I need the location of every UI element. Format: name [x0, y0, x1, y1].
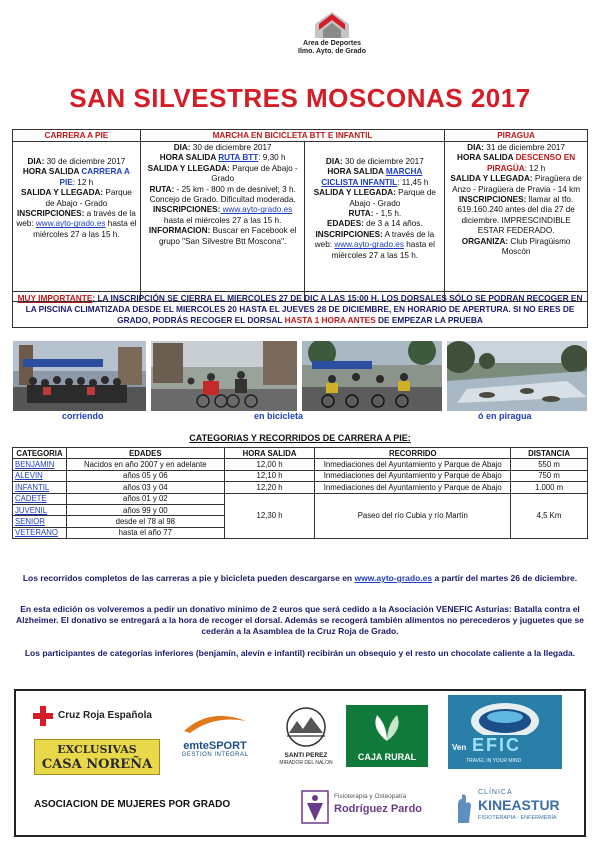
- categories-title: CATEGORIAS Y RECORRIDOS DE CARRERA A PIE:: [189, 433, 411, 443]
- sponsor-kineastur: CLÍNICA KINEASTUR FISIOTERAPIA · ENFERMERÍA: [452, 787, 572, 829]
- cat-recorrido: Inmediaciones del Ayuntamiento y Parque de Abajo: [315, 459, 511, 470]
- sponsor-asociacion-mujeres: ASOCIACION DE MUJERES POR GRADO: [34, 799, 231, 810]
- col-hora: HORA SALIDA: [224, 448, 315, 459]
- cat-recorrido-merged: Paseo del río Cubia y río Martín: [315, 493, 511, 539]
- col-categoria: CATEGORIA: [13, 448, 67, 459]
- col-recorrido: RECORRIDO: [315, 448, 511, 459]
- gift-text: Los participantes de categorías inferiores (benjamín, alevín e infantil) recibirán un obsequio y el resto un chocolate caliente a la llegada.: [24, 648, 576, 658]
- cat-distancia: 750 m: [511, 470, 588, 481]
- cat-name: JUVENIL: [13, 504, 67, 515]
- org-line-2: Ilmo. Ayto. de Grado: [298, 48, 366, 55]
- header-carrera: CARRERA A PIE: [13, 130, 141, 142]
- cat-hora: 12,20 h: [224, 482, 315, 493]
- piragua-cell: DIA: 31 de diciembre 2017 HORA SALIDA DESCENSO EN PIRAGÜA: 12 h SALIDA Y LLEGADA: Piragüera de Anzo - Piragüera de Pravia - 14 km INSCRIPCIONES: llamar al tfo. 619.160.240 antes del día 27 de diciembre. IMPRESCINDIBLE ESTAR FEDERADO. ORGANIZA: Club Piragüismo Moscón: [445, 142, 588, 302]
- caption-corriendo: corriendo: [62, 411, 104, 421]
- org-line-1: Area de Deportes: [303, 40, 361, 47]
- sponsor-santi-perez: SANTI PEREZ MIRADOR DEL NALON: [268, 703, 344, 769]
- recorridos-note: Los recorridos completos de las carreras a pie y bicicleta pueden descargarse en www.ayto-grado.es a partir del martes 26 de diciembre.: [22, 573, 578, 583]
- cat-hora-merged: 12,30 h: [224, 493, 315, 539]
- cat-recorrido: Inmediaciones del Ayuntamiento y Parque de Abajo: [315, 482, 511, 493]
- photo-runners: [13, 341, 146, 411]
- cat-edades: años 01 y 02: [66, 493, 224, 504]
- cat-hora: 12,00 h: [224, 459, 315, 470]
- cat-edades: años 05 y 06: [66, 470, 224, 481]
- cat-name: CADETE: [13, 493, 67, 504]
- photo-cyclists-1: [151, 341, 297, 411]
- sponsor-venefic: Ven EFIC TRAVEL IN YOUR MIND: [448, 695, 562, 769]
- page-title: SAN SILVESTRES MOSCONAS 2017: [69, 83, 531, 113]
- table-row: [13, 459, 588, 470]
- cat-name: INFANTIL: [13, 482, 67, 493]
- cat-edades: años 99 y 00: [66, 504, 224, 515]
- categories-table: [12, 447, 588, 539]
- area-deportes-logo-icon: [309, 4, 355, 40]
- cat-name: ALEVIN: [13, 470, 67, 481]
- red-cross-icon: [32, 705, 54, 727]
- web-link[interactable]: www.ayto-grado.es: [334, 240, 404, 250]
- photo-cyclists-2: [302, 341, 442, 411]
- organization-logo-block: [262, 4, 402, 56]
- sponsor-casa-norena: EXCLUSIVAS CASA NOREÑA: [34, 739, 160, 775]
- sponsors-box: [14, 689, 586, 837]
- mirador-logo-icon: [273, 703, 339, 747]
- photo-river: [447, 341, 587, 411]
- sponsor-fisio-rodriguez: Fisioterapia y Osteopatía Rodríguez Pardo: [300, 787, 446, 827]
- cat-name: BENJAMIN: [13, 459, 67, 470]
- cat-name: VETERANO: [13, 527, 67, 538]
- important-notice: MUY IMPORTANTE: LA INSCRIPCIÓN SE CIERRA EL MIERCOLES 27 DE DIC A LAS 15:00 H. LOS DORSALES SÓLO SE PODRAN RECOGER EN LA PISCINA CLIMATIZADA DESDE EL MIERCOLES 20 HASTA EL JUEVES 28 DE DICIEMBRE, EN HORARIO DE APERTURA. SI NO ERES DE GRADO, PODRÁS RECOGER EL DORSAL HASTA 1 HORA ANTES DE EMPEZAR LA PRUEBA: [12, 291, 588, 328]
- caption-bicicleta: en bicicleta: [254, 411, 304, 421]
- table-row: [13, 470, 588, 481]
- cat-distancia-merged: 4,5 Km: [511, 493, 588, 539]
- col-distancia: DISTANCIA: [511, 448, 588, 459]
- col-edades: EDADES: [66, 448, 224, 459]
- events-table: [12, 129, 588, 302]
- btt-cell: DIA: 30 de diciembre 2017 HORA SALIDA RUTA BTT: 9,30 h SALIDA Y LLEGADA: Parque de Abajo - Grado RUTA: - 25 km - 800 m de desnivel; 3 h. Concejo de Grado. Dificultad moderada. INSCRIPCIONES: www.ayto-grado.es hasta el miércoles 27 a las 15 h. INFORMACION: Buscar en Facebook el grupo "San Silvestre Btt Moscona".: [140, 142, 305, 302]
- header-piragua: PIRAGUA: [445, 130, 588, 142]
- cat-name: SENIOR: [13, 516, 67, 527]
- web-link[interactable]: www.ayto-grado.es: [354, 573, 433, 583]
- donation-text: En esta edición os volveremos a pedir un donativo mínimo de 2 euros que será cedido a la Asociación VENEFIC Asturias: Batalla contra el Alzheimer. El donativo se entregará a la hora de recoger el dorsal. Además se recogerá también alimentos no perecederos y juguetes que se cederán a la Asamblea de la Cruz Roja de Grado.: [16, 604, 584, 636]
- cat-recorrido: Inmediaciones del Ayuntamiento y Parque de Abajo: [315, 470, 511, 481]
- cat-edades: desde el 78 al 98: [66, 516, 224, 527]
- sponsor-emtesport: emteSPORT GESTION INTEGRAL: [174, 713, 256, 763]
- table-row: [13, 482, 588, 493]
- web-link[interactable]: www.ayto-grado.es: [220, 205, 293, 215]
- cat-hora: 12,10 h: [224, 470, 315, 481]
- header-bicicleta: MARCHA EN BICICLETA BTT E INFANTIL: [140, 130, 444, 142]
- fisio-figure-icon: [300, 789, 330, 825]
- infantil-cell: DIA: 30 de diciembre 2017 HORA SALIDA MARCHA CICLISTA INFANTIL: 11,45 h SALIDA Y LLEGADA: Parque de Abajo - Grado RUTA: - 1,5 h. EDADES: de 3 a 14 años. INSCRIPCIONES: A través de la web: www.ayto-grado.es hasta el miércoles 27 a las 15 h.: [305, 142, 445, 302]
- table-row: [13, 493, 588, 504]
- web-link[interactable]: www.ayto-grado.es: [35, 219, 106, 229]
- cat-edades: Nacidos en año 2007 y en adelante: [66, 459, 224, 470]
- sponsor-caja-rural: CAJA RURAL: [346, 705, 428, 767]
- hand-icon: [452, 791, 474, 825]
- cat-edades: hasta el año 77: [66, 527, 224, 538]
- venefic-helmet-icon: [448, 695, 562, 735]
- caja-rural-leaf-icon: [367, 711, 407, 743]
- caption-piragua: ó en piragua: [478, 411, 532, 421]
- sponsor-cruz-roja: Cruz Roja Española: [32, 705, 162, 727]
- carrera-cell: DIA: 30 de diciembre 2017 HORA SALIDA CARRERA A PIE: 12 h SALIDA Y LLEGADA: Parque de Abajo - Grado INSCRIPCIONES: a través de la web: www.ayto-grado.es hasta el miércoles 27 a las 15 h.: [13, 142, 141, 302]
- cat-edades: años 03 y 04: [66, 482, 224, 493]
- cat-distancia: 550 m: [511, 459, 588, 470]
- emtesport-swoosh-icon: [180, 713, 250, 735]
- cat-distancia: 1.000 m: [511, 482, 588, 493]
- photo-strip: [13, 341, 587, 411]
